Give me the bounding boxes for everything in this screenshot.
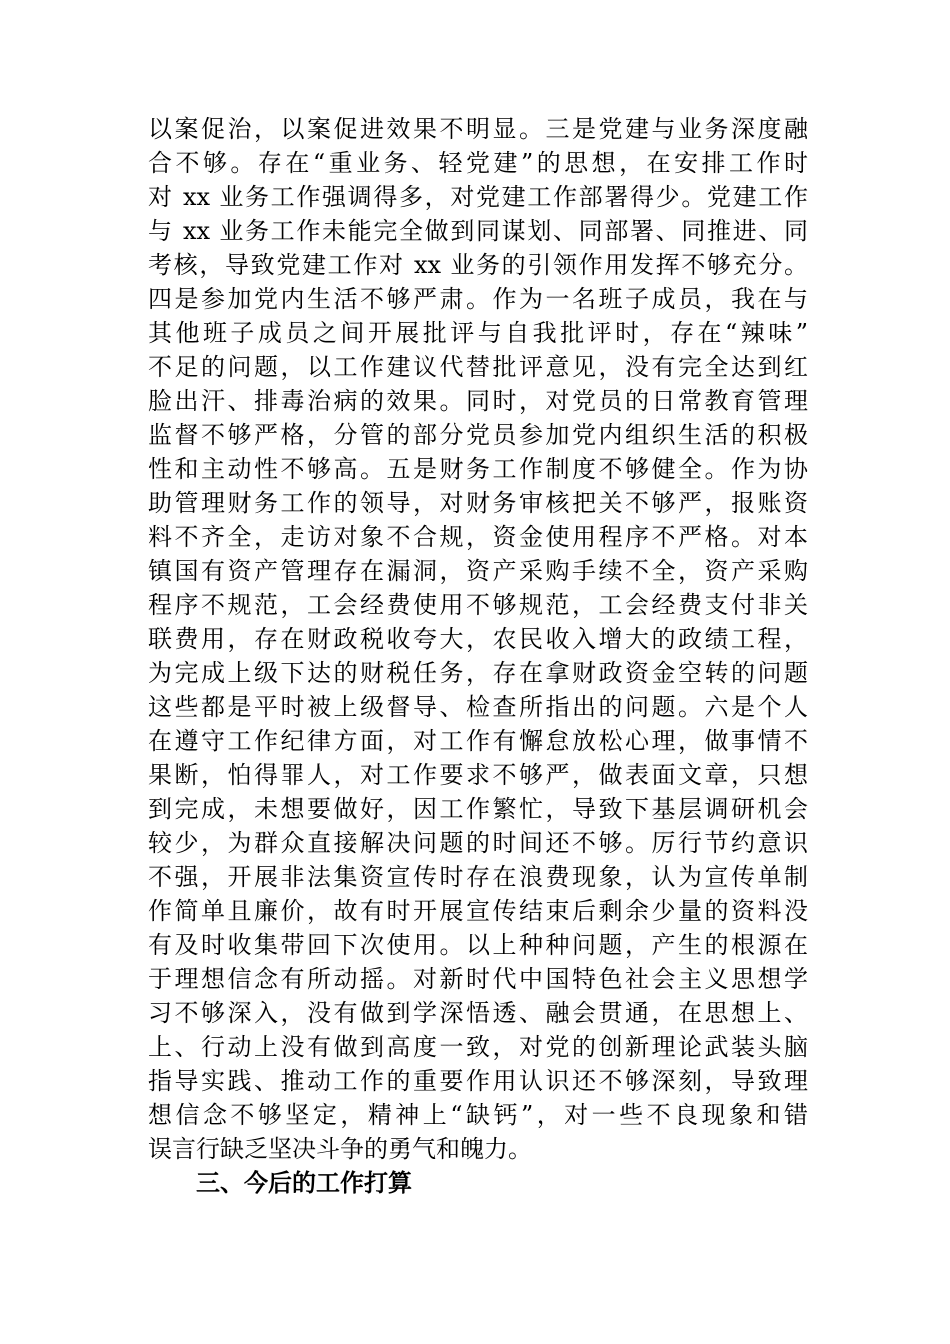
text-line: 误言行缺乏坚决斗争的勇气和魄力。: [148, 1135, 532, 1163]
section-heading: 三、今后的工作打算: [196, 1169, 412, 1197]
text-line: 作简单且廉价，故有时开展宣传结束后剩余少量的资料没: [148, 897, 808, 925]
text-line: 指导实践、推动工作的重要作用认识还不够深刻，导致理: [148, 1067, 808, 1095]
text-line: 性和主动性不够高。五是财务工作制度不够健全。作为协: [148, 455, 808, 483]
text-line: 与 xx 业务工作未能完全做到同谋划、同部署、同推进、同: [148, 217, 808, 245]
text-line: 不强，开展非法集资宣传时存在浪费现象，认为宣传单制: [148, 863, 808, 891]
text-line: 到完成，未想要做好，因工作繁忙，导致下基层调研机会: [148, 795, 808, 823]
text-line: 镇国有资产管理存在漏洞，资产采购手续不全，资产采购: [148, 557, 808, 585]
text-line: 不足的问题，以工作建议代替批评意见，没有完全达到红: [148, 353, 808, 381]
text-line: 习不够深入，没有做到学深悟透、融会贯通，在思想上、: [148, 999, 808, 1027]
text-line: 上、行动上没有做到高度一致，对党的创新理论武装头脑: [148, 1033, 808, 1061]
text-line: 以案促治，以案促进效果不明显。三是党建与业务深度融: [148, 115, 808, 143]
text-line: 在遵守工作纪律方面，对工作有懈怠放松心理，做事情不: [148, 727, 808, 755]
text-line: 果断，怕得罪人，对工作要求不够严，做表面文章，只想: [148, 761, 808, 789]
text-line: 其他班子成员之间开展批评与自我批评时，存在“辣味”: [148, 319, 808, 347]
text-line: 监督不够严格，分管的部分党员参加党内组织生活的积极: [148, 421, 808, 449]
text-line: 脸出汗、排毒治病的效果。同时，对党员的日常教育管理: [148, 387, 808, 415]
text-line: 对 xx 业务工作强调得多，对党建工作部署得少。党建工作: [148, 183, 808, 211]
text-line: 程序不规范，工会经费使用不够规范，工会经费支付非关: [148, 591, 808, 619]
text-line: 四是参加党内生活不够严肃。作为一名班子成员，我在与: [148, 285, 808, 313]
text-line: 考核，导致党建工作对 xx 业务的引领作用发挥不够充分。: [148, 251, 808, 279]
text-line: 料不齐全，走访对象不合规，资金使用程序不严格。对本: [148, 523, 808, 551]
text-line: 较少，为群众直接解决问题的时间还不够。厉行节约意识: [148, 829, 808, 857]
text-line: 想信念不够坚定，精神上“缺钙”，对一些不良现象和错: [148, 1101, 808, 1129]
text-line: 于理想信念有所动摇。对新时代中国特色社会主义思想学: [148, 965, 808, 993]
body-text: [148, 112, 808, 1200]
text-line: 联费用，存在财政税收夸大，农民收入增大的政绩工程，: [148, 625, 808, 653]
text-line: 这些都是平时被上级督导、检查所指出的问题。六是个人: [148, 693, 808, 721]
text-line: 合不够。存在“重业务、轻党建”的思想，在安排工作时: [148, 149, 808, 177]
text-line: 有及时收集带回下次使用。以上种种问题，产生的根源在: [148, 931, 808, 959]
text-line: 为完成上级下达的财税任务，存在拿财政资金空转的问题: [148, 659, 808, 687]
text-line: 助管理财务工作的领导，对财务审核把关不够严，报账资: [148, 489, 808, 517]
